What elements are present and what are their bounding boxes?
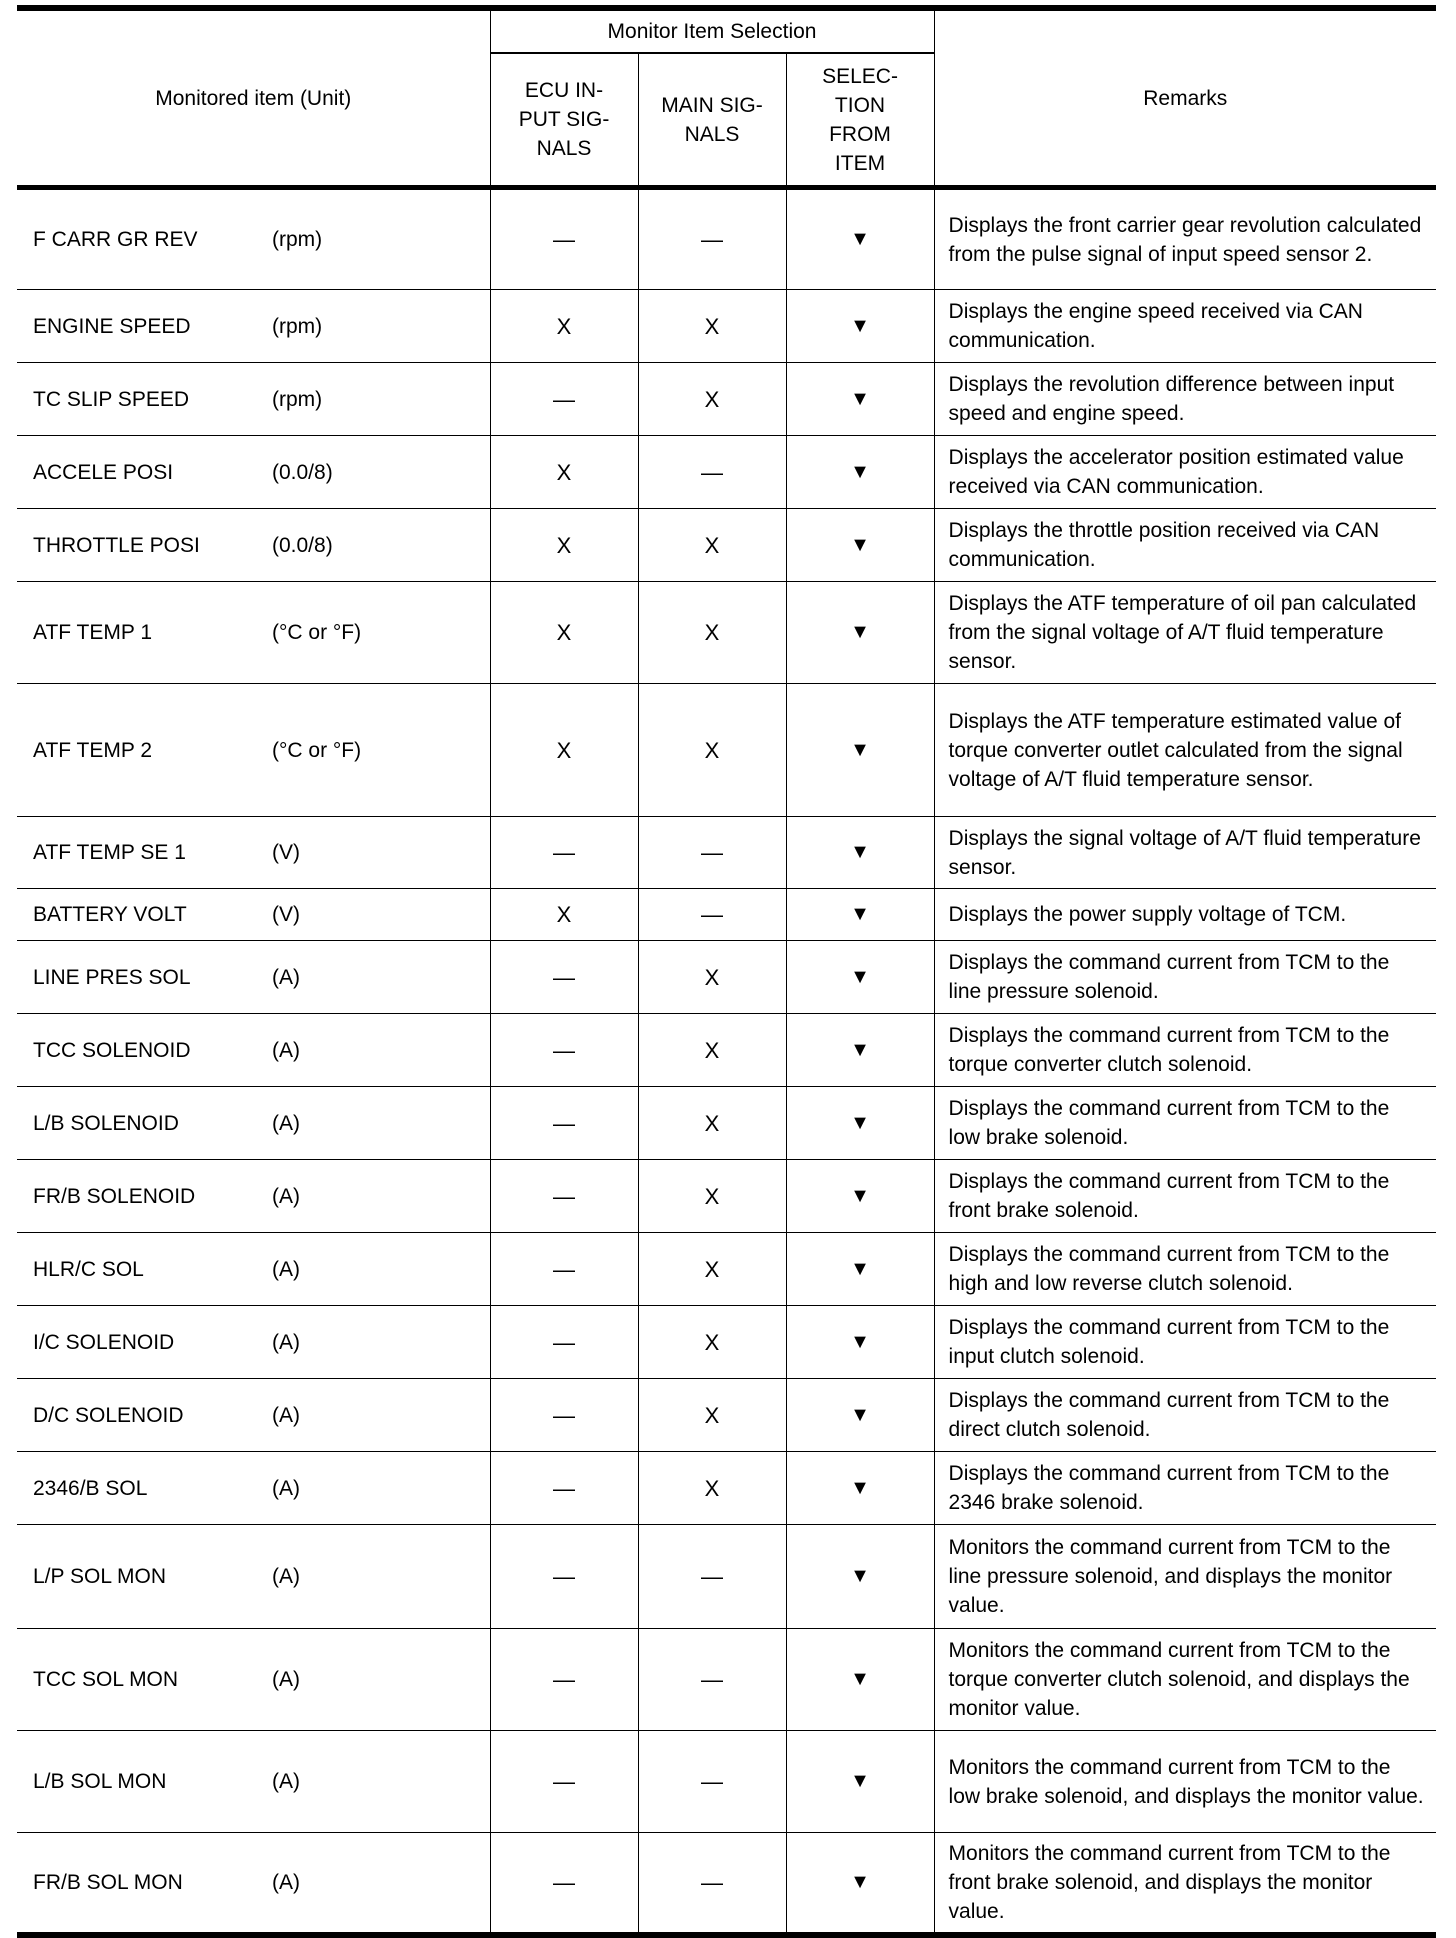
item-unit: (A) [272,1870,300,1894]
ecu-input-mark: — [490,1087,638,1160]
monitored-item-cell [17,582,490,684]
main-signals-mark: X [638,1379,786,1452]
item-unit: (°C or °F) [272,738,362,762]
ecu-input-mark: X [490,889,638,941]
selection-triangle-icon: ▼ [786,684,934,817]
table-row [17,1014,1436,1087]
main-signals-mark: — [638,817,786,889]
header-main-signals: MAIN SIG- NALS [638,53,786,188]
monitored-item-cell [17,1014,490,1087]
remarks-cell: Displays the command current from TCM to the torque converter clutch solenoid. [934,1014,1436,1087]
main-signals-mark: — [638,1731,786,1833]
main-signals-mark: X [638,582,786,684]
ecu-input-mark: X [490,290,638,363]
remarks-cell: Displays the accelerator position estimated value received via CAN communication. [934,436,1436,509]
item-name: L/B SOLENOID [33,1111,179,1135]
main-signals-mark: X [638,1306,786,1379]
remarks-cell: Displays the ATF temperature of oil pan calculated from the signal voltage of A/T fluid temperature sensor. [934,582,1436,684]
header-selection-from-item: SELEC- TION FROM ITEM [786,53,934,188]
selection-triangle-icon: ▼ [786,509,934,582]
monitored-item-cell [17,1525,490,1629]
monitored-item-cell [17,1452,490,1525]
monitored-item-cell [17,1731,490,1833]
header-monitored-item: Monitored item (Unit) [17,8,490,188]
monitored-item-cell [17,363,490,436]
item-name: D/C SOLENOID [33,1403,184,1427]
item-name: ENGINE SPEED [33,314,191,338]
monitored-item-cell [17,509,490,582]
table-row [17,436,1436,509]
monitored-item-cell [17,1160,490,1233]
remarks-cell: Displays the power supply voltage of TCM. [934,889,1436,941]
ecu-input-mark: — [490,1379,638,1452]
monitored-item-cell [17,1629,490,1731]
item-unit: (A) [272,1668,300,1691]
item-unit: (rpm) [272,314,323,338]
item-name: 2346/B SOL [33,1476,148,1500]
table-row [17,1160,1436,1233]
main-signals-mark: — [638,889,786,941]
ecu-input-mark: — [490,1833,638,1935]
selection-triangle-icon: ▼ [786,1833,934,1935]
table-row [17,188,1436,290]
remarks-cell: Monitors the command current from TCM to the torque converter clutch solenoid, and displays the monitor value. [934,1629,1436,1731]
item-name: BATTERY VOLT [33,903,187,926]
monitor-item-table [17,5,1436,1938]
selection-triangle-icon: ▼ [786,1160,934,1233]
item-name: TCC SOL MON [33,1668,179,1691]
item-name: F CARR GR REV [33,228,198,251]
selection-triangle-icon: ▼ [786,1233,934,1306]
main-signals-mark: — [638,188,786,290]
remarks-cell: Displays the revolution difference between input speed and engine speed. [934,363,1436,436]
table-row [17,1233,1436,1306]
item-unit: (rpm) [272,387,323,411]
remarks-cell: Displays the front carrier gear revolution calculated from the pulse signal of input speed sensor 2. [934,188,1436,290]
item-name: L/P SOL MON [33,1565,167,1588]
selection-triangle-icon: ▼ [786,1306,934,1379]
ecu-input-mark: X [490,582,638,684]
item-name: TC SLIP SPEED [33,387,190,411]
selection-triangle-icon: ▼ [786,363,934,436]
ecu-input-mark: — [490,1525,638,1629]
selection-triangle-icon: ▼ [786,941,934,1014]
table-row [17,1525,1436,1629]
main-signals-mark: X [638,363,786,436]
main-signals-mark: X [638,1087,786,1160]
ecu-input-mark: — [490,363,638,436]
ecu-input-mark: — [490,1306,638,1379]
header-ecu-input-signals: ECU IN- PUT SIG- NALS [490,53,638,188]
selection-triangle-icon: ▼ [786,436,934,509]
item-unit: (A) [272,1403,300,1427]
table-row [17,817,1436,889]
item-name: ATF TEMP 2 [33,738,153,762]
remarks-cell: Displays the command current from TCM to the 2346 brake solenoid. [934,1452,1436,1525]
remarks-cell: Monitors the command current from TCM to the line pressure solenoid, and displays the monitor value. [934,1525,1436,1629]
ecu-input-mark: — [490,188,638,290]
table-row [17,582,1436,684]
header-monitor-item-selection: Monitor Item Selection [490,8,934,53]
remarks-cell: Displays the command current from TCM to the line pressure solenoid. [934,941,1436,1014]
table-row [17,363,1436,436]
main-signals-mark: X [638,1452,786,1525]
item-unit: (A) [272,1330,300,1354]
selection-triangle-icon: ▼ [786,1525,934,1629]
main-signals-mark: X [638,684,786,817]
table-row [17,1379,1436,1452]
item-unit: (0.0/8) [272,533,333,557]
remarks-cell: Displays the command current from TCM to the low brake solenoid. [934,1087,1436,1160]
item-unit: (A) [272,1111,300,1135]
selection-triangle-icon: ▼ [786,1087,934,1160]
ecu-input-mark: — [490,941,638,1014]
remarks-cell: Displays the ATF temperature estimated value of torque converter outlet calculated from the signal voltage of A/T fluid temperature sensor. [934,684,1436,817]
main-signals-mark: X [638,1233,786,1306]
main-signals-mark: X [638,1160,786,1233]
item-unit: (A) [272,1476,300,1500]
table-row [17,1629,1436,1731]
main-signals-mark: X [638,509,786,582]
monitored-item-cell [17,290,490,363]
selection-triangle-icon: ▼ [786,817,934,889]
ecu-input-mark: X [490,684,638,817]
selection-triangle-icon: ▼ [786,1452,934,1525]
remarks-cell: Displays the command current from TCM to the input clutch solenoid. [934,1306,1436,1379]
item-unit: (A) [272,1038,300,1062]
remarks-cell: Displays the engine speed received via CAN communication. [934,290,1436,363]
ecu-input-mark: — [490,1629,638,1731]
remarks-cell: Monitors the command current from TCM to the front brake solenoid, and displays the monitor value. [934,1833,1436,1935]
monitored-item-cell [17,1833,490,1935]
main-signals-mark: X [638,290,786,363]
remarks-cell: Displays the command current from TCM to the high and low reverse clutch solenoid. [934,1233,1436,1306]
ecu-input-mark: — [490,1452,638,1525]
item-unit: (A) [272,1257,300,1281]
table-row [17,889,1436,941]
item-name: ATF TEMP 1 [33,621,153,644]
selection-triangle-icon: ▼ [786,290,934,363]
main-signals-mark: — [638,436,786,509]
table-row [17,1087,1436,1160]
item-name: LINE PRES SOL [33,965,191,989]
selection-triangle-icon: ▼ [786,1379,934,1452]
selection-triangle-icon: ▼ [786,1629,934,1731]
monitored-item-cell [17,1233,490,1306]
main-signals-mark: — [638,1833,786,1935]
item-unit: (rpm) [272,228,323,251]
table-row [17,941,1436,1014]
ecu-input-mark: — [490,1233,638,1306]
item-unit: (A) [272,965,300,989]
item-name: I/C SOLENOID [33,1330,175,1354]
selection-triangle-icon: ▼ [786,889,934,941]
remarks-cell: Displays the command current from TCM to the direct clutch solenoid. [934,1379,1436,1452]
monitored-item-cell [17,684,490,817]
ecu-input-mark: X [490,436,638,509]
monitored-item-cell [17,436,490,509]
table-row [17,684,1436,817]
main-signals-mark: X [638,941,786,1014]
monitored-item-cell [17,188,490,290]
header-remarks: Remarks [934,8,1436,188]
ecu-input-mark: — [490,1160,638,1233]
item-unit: (V) [272,841,300,864]
ecu-input-mark: — [490,817,638,889]
item-name: HLR/C SOL [33,1257,144,1281]
item-unit: (A) [272,1770,300,1793]
item-name: ACCELE POSI [33,460,174,484]
item-unit: (°C or °F) [272,621,362,644]
monitored-item-cell [17,889,490,941]
monitored-item-cell [17,1306,490,1379]
table-row [17,290,1436,363]
monitored-item-cell [17,817,490,889]
table-row [17,1306,1436,1379]
item-name: FR/B SOLENOID [33,1184,196,1208]
item-name: ATF TEMP SE 1 [33,841,186,864]
main-signals-mark: — [638,1525,786,1629]
ecu-input-mark: X [490,509,638,582]
table-row [17,1833,1436,1935]
main-signals-mark: X [638,1014,786,1087]
table-row [17,509,1436,582]
remarks-cell: Displays the throttle position received via CAN communication. [934,509,1436,582]
item-name: FR/B SOL MON [33,1870,183,1894]
monitored-item-cell [17,941,490,1014]
selection-triangle-icon: ▼ [786,188,934,290]
item-unit: (A) [272,1184,300,1208]
main-signals-mark: — [638,1629,786,1731]
item-unit: (V) [272,903,300,926]
table-row [17,1452,1436,1525]
item-name: THROTTLE POSI [33,533,200,557]
remarks-cell: Displays the command current from TCM to the front brake solenoid. [934,1160,1436,1233]
item-name: L/B SOL MON [33,1770,167,1793]
item-unit: (0.0/8) [272,460,333,484]
item-name: TCC SOLENOID [33,1038,191,1062]
monitored-item-cell [17,1087,490,1160]
item-unit: (A) [272,1565,300,1588]
ecu-input-mark: — [490,1731,638,1833]
remarks-cell: Monitors the command current from TCM to the low brake solenoid, and displays the monitor value. [934,1731,1436,1833]
ecu-input-mark: — [490,1014,638,1087]
remarks-cell: Displays the signal voltage of A/T fluid temperature sensor. [934,817,1436,889]
table-row [17,1731,1436,1833]
selection-triangle-icon: ▼ [786,1731,934,1833]
selection-triangle-icon: ▼ [786,1014,934,1087]
selection-triangle-icon: ▼ [786,582,934,684]
monitored-item-cell [17,1379,490,1452]
